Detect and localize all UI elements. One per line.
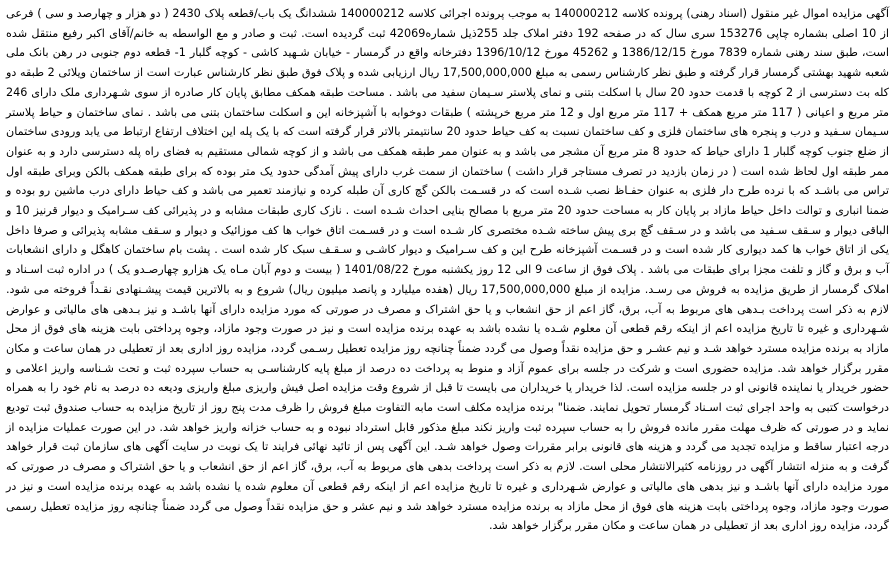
- auction-notice-text: آگهی مزایده اموال غیر منقول (اسناد رهنی) پرونده کلاسه 140000212 به موجب پرونده اجرائی کلاسه 140000212 ششدانگ یک باب/قطعه پلاک 2430 ( دو هزار و چهارصد و سی ) فرعی از 10 اصلی بشماره چاپی 153276 سری سال که در صفحه 192 دفتر املاک جلد 255ذیل شماره42069 ثبت گردیده است. ثبت و صادر و مع الواسطه به خانم/آقای اکبر رفیع منتقل شده است، طبق سند رهنی شماره 7839 مورخ 1386/12/15 و 45262 مورخ 1396/10/12 دفترخانه واقع در گرمسار - خیابان شـهید کاشی - کوچه گلبار 1- قطعه دوم جنوبی در رهن بانک ملی شعبه شهید بهشتی گرمسار قرار گرفته و طبق نظر کارشناس رسمی به مبلغ 17,500,000,000 ریال ارزیابی شده و پلاک فوق طبق نظر کارشناس عبارت است از ساختمان ویلائی 2 طبقه دو کله بت دسترسی از 2 کوچه با قدمت حدود 20 سال با اسکلت بتنی و نمای پلاستر سـیمان سفید می باشد . مساحت طبقه همکف مطابق پایان کار صادره از سوی شـهرداری ملک دارای 246 متر مربع و اعیانی ( 117 متر مربع همکف + 117 متر مربع اول و 12 متر مربع خرپشته ) طبقات دوخوابه با آشپزخانه این و اسکلت ساختمان بتنی می باشد . نمای ساختمان و حیاط پلاستر سـیمان سـفید و درب و پنجره های ساختمان فلزی و کف ساختمان نسبت به کف حیاط حدود 20 سانتیمتر بالاتر قرار گرفته است که با یک پله این اختلاف ارتفاع ارتباط می یابد ورودی ساختمان از ضلع جنوب کوچه گلبار 1 دارای حیاط که حدود 8 متر مربع آن مشجر می باشد و به عنوان ممر طبقه همکف می باشد و از کوچه شمالی مستقیم به فضای راه پله دسترسی دارد و به عنوان ممر طبقه اول لحاظ شده است ( در زمان بازدید در تصرف مستاجر قرار داشت ) ساختمان از سمت غرب دارای پیش آمدگی حدود یک متر بوده که برای طبقه همکف بالکن وبرای طبقه اول تراس می باشـد که با نرده طرح دار فلزی به عنوان حفـاظ نصب شـده است که در قسـمت بالکن گچ کاری آن طبله کرده و نیازمند تعمیر می باشد و کف حیاط دارای درب ماشین رو بوده و ضمنا انباری و توالت داخل حیاط مازاد بر پایان کار به مساحت حدود 20 متر مربع با مصالح بنایی احداث شـده است . نازک کاری طبقات مشابه و در پذیرائی کف سـرامیک و دیوار قرنیز 10 و الباقی دیوار و سـقف سـفید می باشد و در سـقف گچ بری پیش ساخته شـده مختصری کار شـده است و در قسـمت اتاق خواب ها کف موزائیک و دیوار و سـقف مشابه پذیرائی و صرفا داخل یکی از اتاق خواب ها کمد دیواری کار شده است و در قسـمت آشپزخانه طرح این و کف سـرامیک و دیوار کاشـی و سـقـف سبک کار شده است . پشت بام ساختمان کاهگل و دارای انشعابات آب و برق و گاز و تلفت مجزا برای طبقات می باشد . پلاک فوق از ساعت 9 الی 12 روز یکشنبه مورخ 1401/08/22 ( بیست و دوم آبان مـاه یک هزارو چهارصـدو یک ) در اداره ثبت اسـناد و املاک گرمسار از طریق مزایده به فروش می رسـد. مزایده از مبلغ 17,500,000,000 ریال (هفده میلیارد و پانصد میلیون ریال) شروع و به بالاترین قیمت پیشـنهادی نقـداً فروخته می شود. لازم به ذکر است پرداخت بـدهی های مربوط به آب، برق، گاز اعم از حق انشعاب و یا حق اشتراک و مصرف در صورتی که مورد مزایده دارای آنها باشـد و نیز بـدهی های مالیاتی و عوارض شـهرداری و غیره تا تاریخ مزایده اعم از اینکه رقم قطعی آن معلوم شـده یا نشده باشد به عهده برنده مزایده است و نیز در صورت وجود مازاد، وجوه پرداختی بابت هزینه های فوق از محل مازاد به برنده مزایده مسترد خواهد شـد و نیم عشـر و حق مزایده نقداً وصول می گردد ضمناً چنانچه روز مزایده تعطیل رسـمی گردد، مزایده روز اداری بعد از تعطیلی در همان ساعت و مکان مقرر برگزار خواهد شد. مزایده حضوری است و شرکت در جلسه برای عموم آزاد و منوط به پرداخت ده درصد از مبلغ پایه کارشناسـی به حساب سپرده ثبت و تحت شـناسه واریز اعلامی و حضور خریدار یا نماینده قانونی او در جلسه مزایده است. لذا خریدار یا خریداران می بایست تا قبل از شروع وقت مزایده اصل فیش واریزی مبلغ واریزی ودیعه ده درصد به نام خود را به همراه درخواست کتبی به واحد اجرای ثبت اسـناد گرمسار تحویل نمایند. ضمنا" برنده مزایده مکلف است مابه التفاوت مبلغ فروش را ظرف مدت پنج روز از تاریخ مزایده به حساب صندوق ثبت تودیع نماید و در صورتی که ظرف مهلت مقرر مانده فروش را به حساب سپرده ثبت واریز نکند مبلغ مذکور قابل استرداد نبوده و به حساب خزانه واریز خواهد شد. در این صورت عملیات مزایده از درجه اعتبار ساقط و مزایده تجدید می گردد و هزینه های قانونی برابر مقررات وصول خواهد شـد. این آگهی پس از تائید نهائی فرایند تا یک نوبت در سایت آگهی های سازمان ثبت قرار خواهد گرفت و به منزله انتشار آگهی در روزنامه کثیرالانتشار محلی است. لازم به ذکر است پرداخت بدهی های مربوط به آب، برق، گاز اعم از حق انشعاب و یا حق اشتراک و مصرف در صورتی که مورد مزایده دارای آنها باشـد و نیز بدهی های مالیاتی و عوارض شـهرداری و غیره تا تاریخ مزایده اعم از اینکه رقم قطعی آن معلوم شده یا نشده باشد به عهده برنده مزایده است و نیز در صورت وجود مازاد، وجوه پرداختی بابت هزینه های فوق از محل مازاد به برنده مزایده مسترد خواهد شد و نیم عشر و حق مزایده نقداً وصول می گردد ضمناً چنانچه روز مزایده تعطیل رسمی گردد، مزایده روز اداری بعد از تعطیلی در همان ساعت و مکان مقرر برگزار خواهد شد.: [6, 7, 890, 533]
